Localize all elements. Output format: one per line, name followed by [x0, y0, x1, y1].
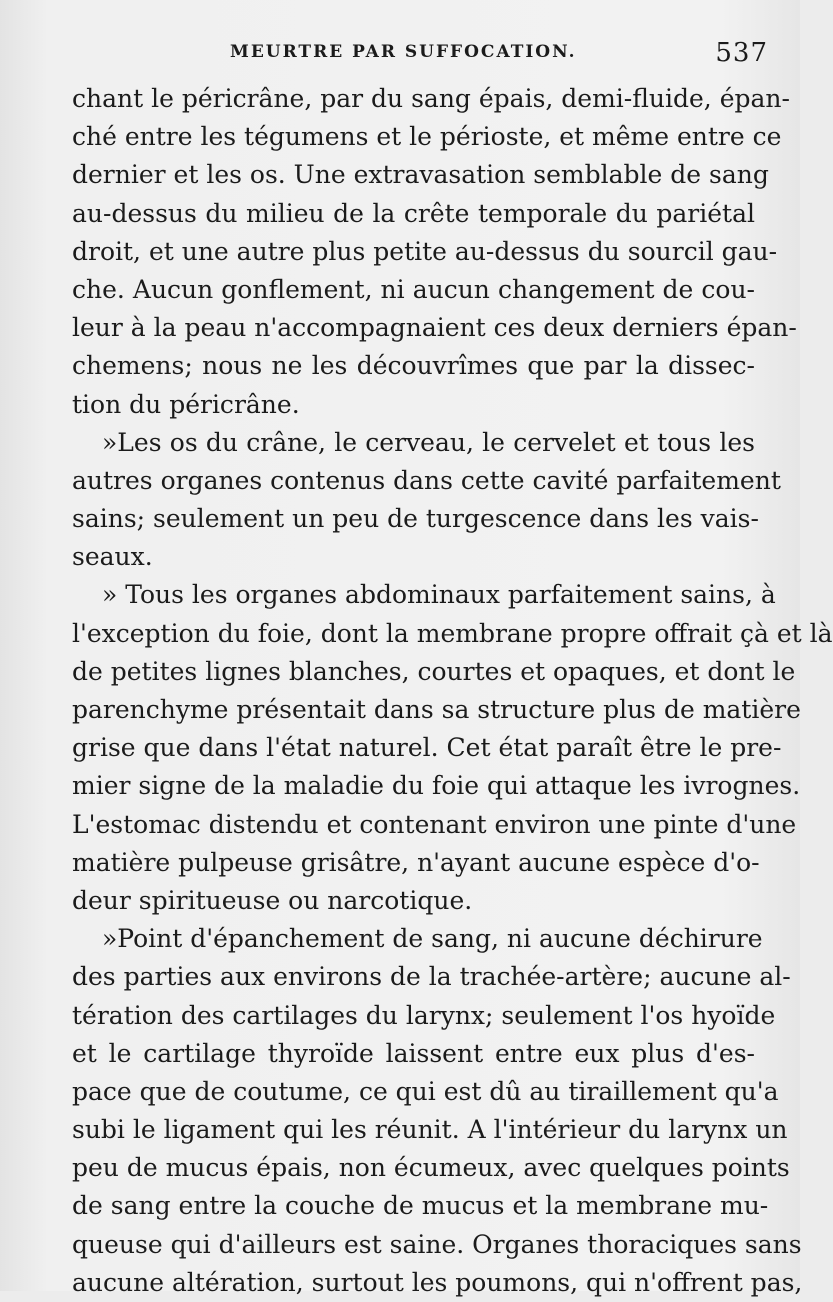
- text-line: seaux.: [72, 542, 153, 572]
- text-line: »Les os du crâne, le cerveau, le cervelet et tous les: [102, 427, 755, 457]
- text-line: aucune altération, surtout les poumons, qui n'offrent pas,: [72, 1267, 803, 1297]
- text-line: queuse qui d'ailleurs est saine. Organes thoraciques sans: [72, 1229, 802, 1259]
- text-line: deur spiritueuse ou narcotique.: [72, 885, 473, 915]
- text-line: de petites lignes blanches, courtes et opaques, et dont le: [72, 656, 796, 686]
- text-line: et le cartilage thyroïde laissent entre eux plus d'es-: [72, 1038, 755, 1068]
- text-line: chant le péricrâne, par du sang épais, demi-fluide, épan-: [72, 84, 790, 113]
- text-line: peu de mucus épais, non écumeux, avec quelques points: [72, 1153, 790, 1183]
- page-number: 537: [715, 38, 768, 68]
- text-line: au-dessus du milieu de la crête temporale du pariétal: [72, 198, 755, 228]
- text-line: » Tous les organes abdominaux parfaitement sains, à: [102, 580, 776, 610]
- running-header: [72, 38, 770, 78]
- text-line: subi le ligament qui les réunit. A l'intérieur du larynx un: [72, 1115, 788, 1145]
- text-line: leur à la peau n'accompagnaient ces deux derniers épan-: [72, 313, 797, 343]
- text-line: »Point d'épanchement de sang, ni aucune déchirure: [102, 924, 763, 954]
- text-line: grise que dans l'état naturel. Cet état paraît être le pre-: [72, 733, 782, 763]
- text-line: des parties aux environs de la trachée-artère; aucune al-: [72, 962, 791, 992]
- text-line: chemens; nous ne les découvrîmes que par la dissec-: [72, 351, 755, 381]
- text-line: mier signe de la maladie du foie qui attaque les ivrognes.: [72, 771, 801, 801]
- text-line: l'exception du foie, dont la membrane propre offrait çà et là: [72, 618, 833, 648]
- text-line: L'estomac distendu et contenant environ une pinte d'une: [72, 809, 797, 839]
- text-line: tion du péricrâne.: [72, 389, 300, 419]
- running-title: MEURTRE PAR SUFFOCATION.: [230, 42, 577, 62]
- text-line: autres organes contenus dans cette cavité parfaitement: [72, 465, 781, 495]
- text-line: che. Aucun gonflement, ni aucun changement de cou-: [72, 274, 755, 304]
- text-line: droit, et une autre plus petite au-dessus du sourcil gau-: [72, 236, 778, 266]
- text-line: de sang entre la couche de mucus et la membrane mu-: [72, 1191, 769, 1221]
- body-text: [72, 80, 833, 1302]
- text-line: pace que de coutume, ce qui est dû au tiraillement qu'a: [72, 1076, 779, 1106]
- text-line: tération des cartilages du larynx; seulement l'os hyoïde: [72, 1000, 776, 1030]
- text-line: ché entre les tégumens et le périoste, et même entre ce: [72, 122, 782, 152]
- text-line: dernier et les os. Une extravasation semblable de sang: [72, 160, 769, 190]
- text-line: sains; seulement un peu de turgescence dans les vais-: [72, 504, 759, 534]
- text-line: matière pulpeuse grisâtre, n'ayant aucune espèce d'o-: [72, 847, 760, 877]
- text-line: parenchyme présentait dans sa structure plus de matière: [72, 695, 801, 724]
